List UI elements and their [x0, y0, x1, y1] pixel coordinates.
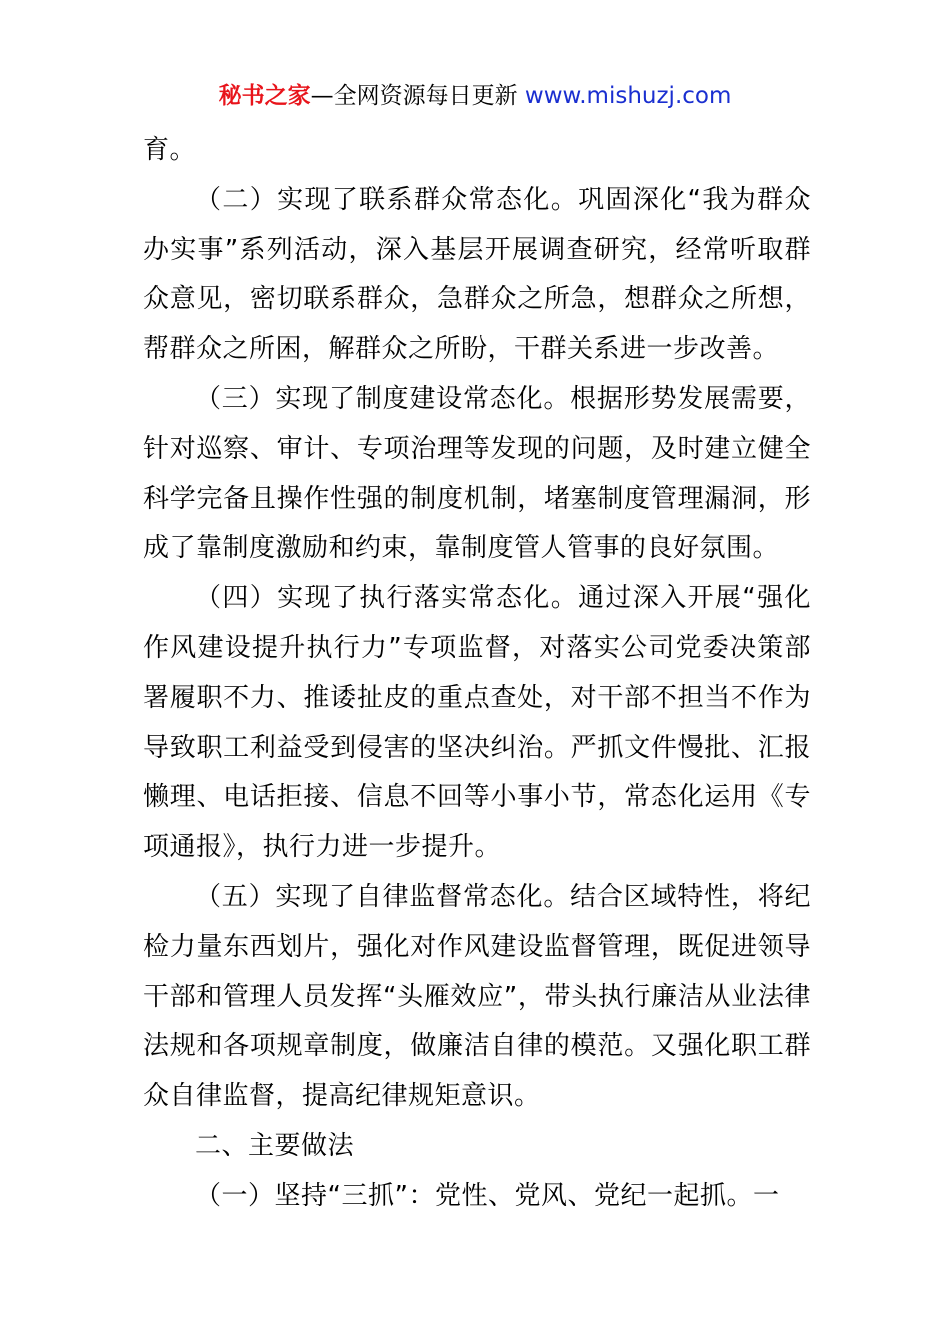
paragraph-execution: （四）实现了执行落实常态化。通过深入开展“强化作风建设提升执行力”专项监督，对落实公司党委决策部署履职不力、推诿扯皮的重点查处，对干部不担当不作为导致职工利益受到侵害的坚决纠治。严抓文件慢批、汇报懒理、电话拒接、信息不回等小事小节，常态化运用《专项通报》，执行力进一步提升。 — [143, 583, 811, 863]
paragraph-continuation: 育。 — [143, 135, 197, 165]
paragraph-three-grasps: （一）坚持“三抓”：党性、党风、党纪一起抓。一 — [195, 1180, 780, 1211]
site-tagline: —全网资源每日更新 — [310, 83, 525, 109]
section-heading-main-practices: 二、主要做法 — [195, 1130, 355, 1161]
site-brand: 秘书之家 — [218, 83, 311, 109]
paragraph-system-building: （三）实现了制度建设常态化。根据形势发展需要，针对巡察、审计、专项治理等发现的问题，及时建立健全科学完备且操作性强的制度机制，堵塞制度管理漏洞，形成了靠制度激励和约束，靠制度管人管事的良好氛围。 — [143, 383, 811, 564]
site-url-link[interactable]: www.mishuzj.com — [524, 83, 732, 109]
paragraph-self-discipline: （五）实现了自律监督常态化。结合区域特性，将纪检力量东西划片，强化对作风建设监督管理，既促进领导干部和管理人员发挥“头雁效应”，带头执行廉洁从业法律法规和各项规章制度，做廉洁自律的模范。又强化职工群众自律监督，提高纪律规矩意识。 — [143, 881, 811, 1112]
paragraph-mass-contact: （二）实现了联系群众常态化。巩固深化“我为群众办实事”系列活动，深入基层开展调查研究，经常听取群众意见，密切联系群众，急群众之所急，想群众之所想，帮群众之所困，解群众之所盼，干群关系进一步改善。 — [143, 184, 811, 365]
document-body — [143, 126, 811, 1222]
site-header — [0, 80, 950, 112]
